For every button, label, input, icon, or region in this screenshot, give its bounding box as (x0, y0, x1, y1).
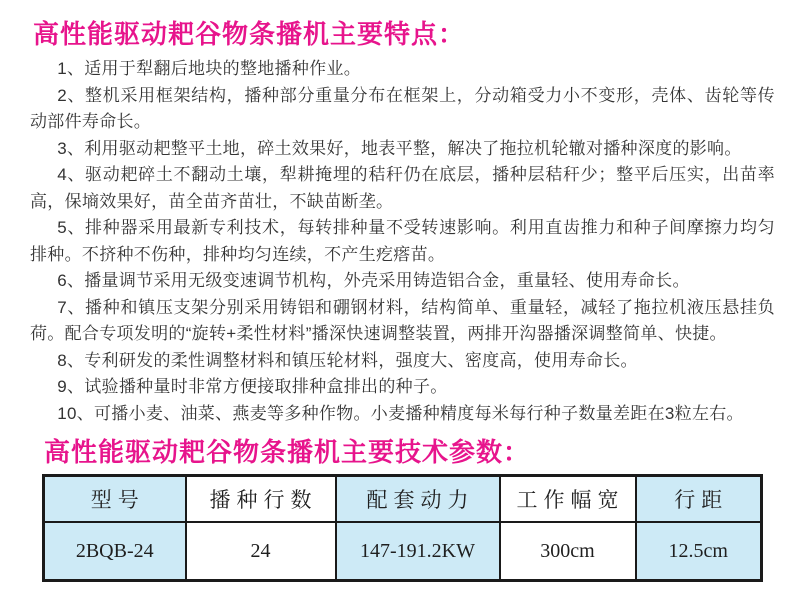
specs-table-data-row (44, 522, 762, 581)
cell-model: 2BQB-24 (44, 522, 186, 581)
feature-item: 8、专利研发的柔性调整材料和镇压轮材料，强度大、密度高，使用寿命长。 (57, 350, 638, 370)
specs-table-container (42, 474, 763, 582)
cell-row-spacing: 12.5cm (636, 522, 762, 581)
specs-section-title: 高性能驱动耙谷物条播机主要技术参数： (44, 438, 531, 467)
header-rows-count: 播种行数 (186, 476, 336, 523)
specs-table-header-row (44, 476, 762, 523)
feature-item: 1、适用于犁翻后地块的整地播种作业。 (57, 59, 362, 78)
feature-item: 2、整机采用框架结构，播种部分重量分布在框架上，分动箱受力小不变形，壳体、齿轮等传动部件寿命长。 (30, 85, 775, 131)
header-model: 型号 (44, 476, 186, 523)
cell-rows-count: 24 (186, 522, 336, 581)
feature-item: 6、播量调节采用无级变速调节机构，外壳采用铸造铝合金，重量轻、使用寿命长。 (57, 271, 690, 290)
feature-item: 3、利用驱动耙整平土地，碎土效果好，地表平整，解决了拖拉机轮辙对播种深度的影响。 (57, 138, 742, 158)
features-section-title: 高性能驱动耙谷物条播机主要特点： (33, 20, 466, 49)
feature-item: 7、播种和镇压支架分别采用铸铝和硼钢材料，结构简单、重量轻，减轻了拖拉机液压悬挂负荷。配合专项发明的“旋转+柔性材料”播深快速调整装置，两排开沟器播深调整简单、快捷。 (30, 297, 775, 343)
feature-item: 10、可播小麦、油菜、燕麦等多种作物。小麦播种精度每米每行种子数量差距在3粒左右。 (57, 403, 744, 423)
specs-table (42, 474, 763, 582)
header-row-spacing: 行距 (636, 476, 762, 523)
features-list (30, 56, 775, 427)
cell-power: 147-191.2KW (336, 522, 500, 581)
header-power: 配套动力 (336, 476, 500, 523)
cell-working-width: 300cm (500, 522, 636, 581)
feature-item: 9、试验播种量时非常方便接取排种盒排出的种子。 (57, 377, 448, 396)
header-working-width: 工作幅宽 (500, 476, 636, 523)
feature-item: 5、排种器采用最新专利技术，每转排种量不受转速影响。利用直齿推力和种子间摩擦力均匀排种。不挤种不伤种，排种均匀连续，不产生疙瘩苗。 (30, 218, 775, 264)
feature-item: 4、驱动耙碎土不翻动土壤，犁耕掩埋的秸秆仍在底层，播种层秸秆少；整平后压实，出苗率高，保墒效果好，苗全苗齐苗壮，不缺苗断垄。 (30, 165, 775, 211)
